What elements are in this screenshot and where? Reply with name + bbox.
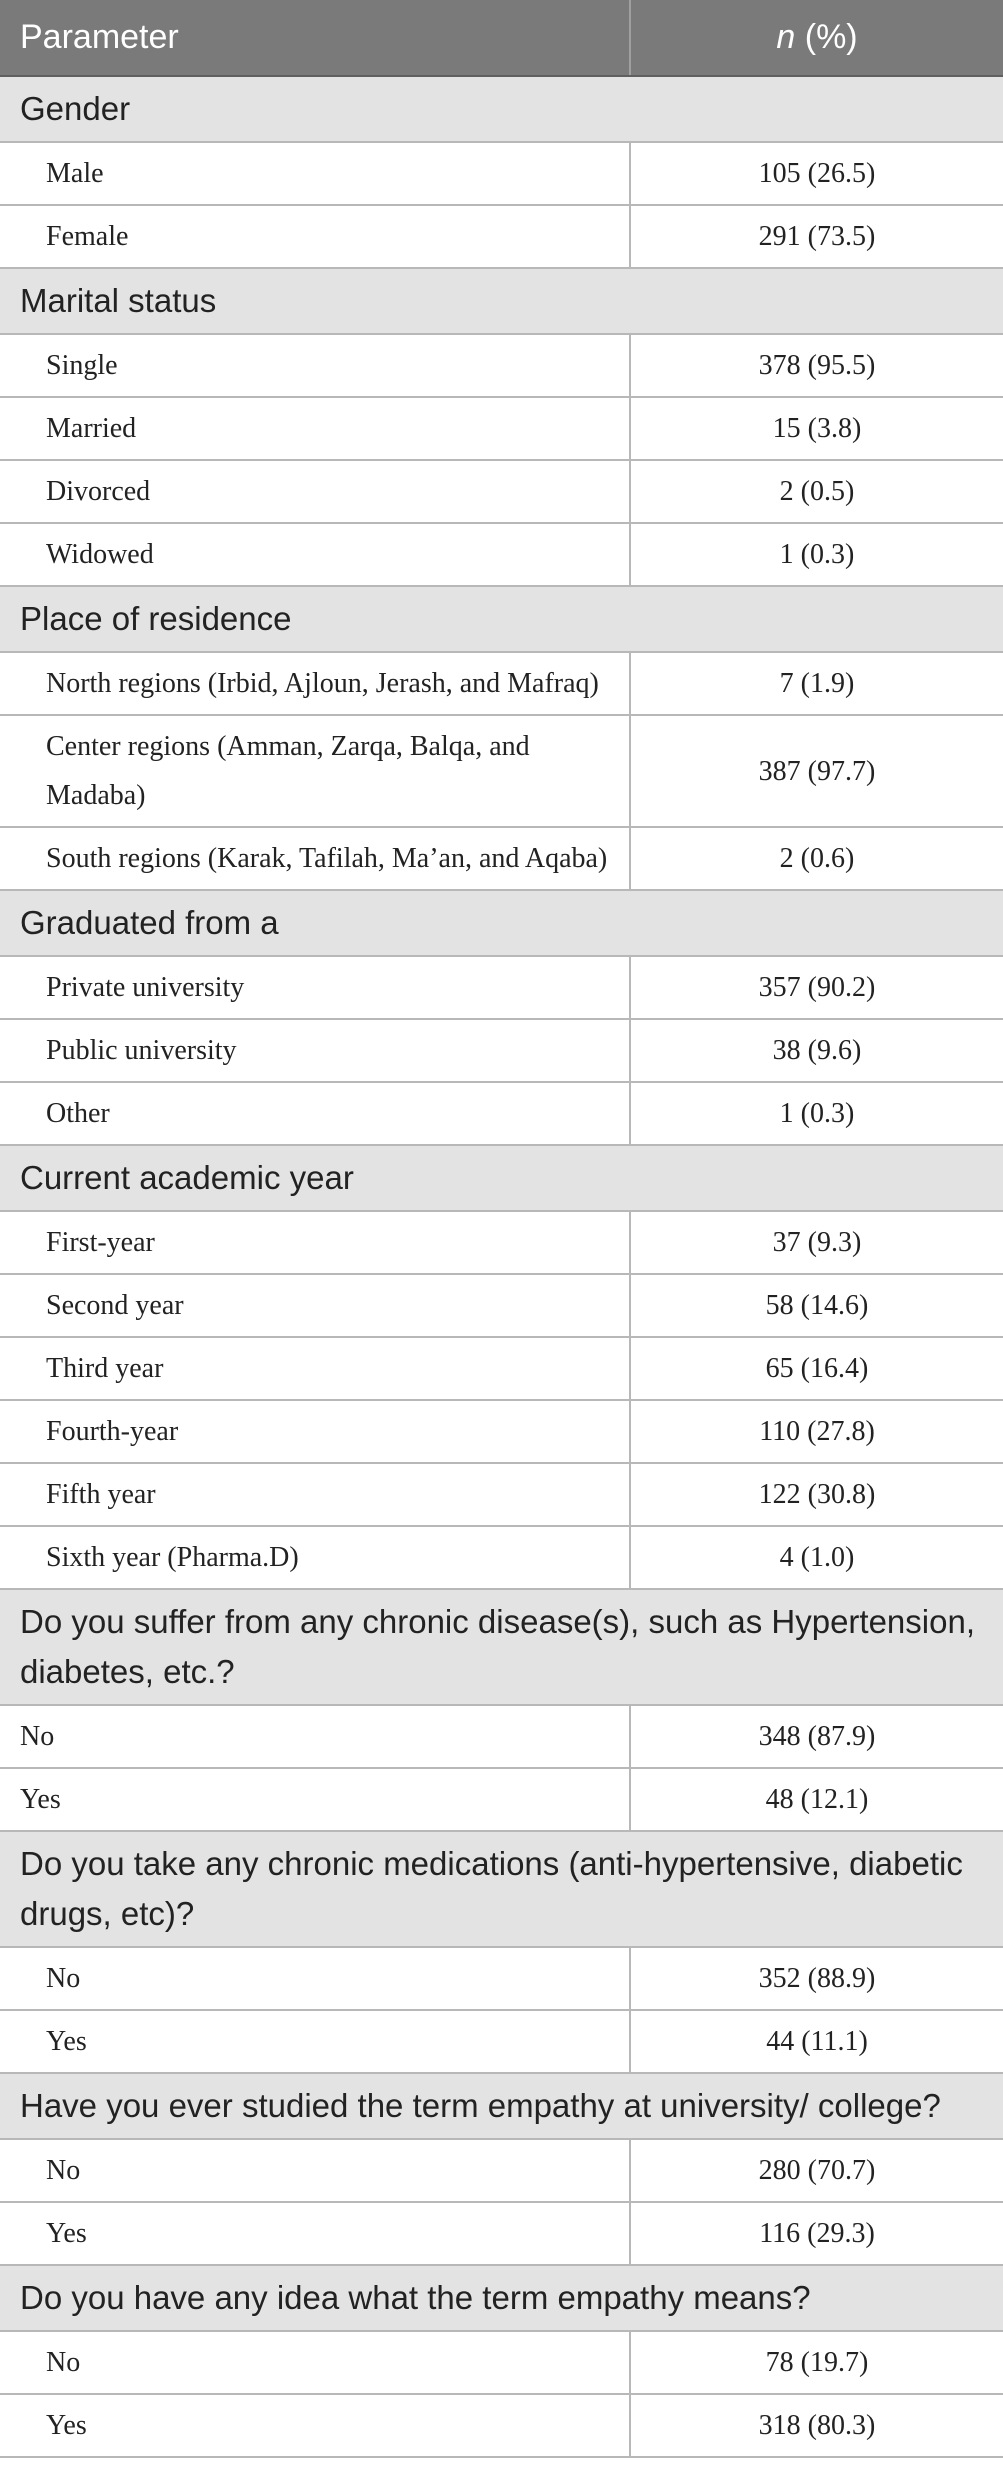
table-row bbox=[0, 1526, 1003, 1589]
percent-label: (%) bbox=[795, 18, 858, 56]
n-symbol: n bbox=[776, 18, 796, 56]
row-value: 318 (80.3) bbox=[630, 2394, 1003, 2457]
table-row bbox=[0, 827, 1003, 890]
table-row bbox=[0, 2331, 1003, 2394]
row-label: No bbox=[0, 2139, 630, 2202]
row-label: Divorced bbox=[0, 460, 630, 523]
table-row bbox=[0, 2202, 1003, 2265]
section-title: Have you ever studied the term empathy at university/ college? bbox=[0, 2073, 1003, 2139]
row-value: 1 (0.3) bbox=[630, 523, 1003, 586]
table-row bbox=[0, 1274, 1003, 1337]
table-row bbox=[0, 1705, 1003, 1768]
table-row bbox=[0, 1337, 1003, 1400]
row-value: 291 (73.5) bbox=[630, 205, 1003, 268]
row-label: Other bbox=[0, 1082, 630, 1145]
section-header-row bbox=[0, 1145, 1003, 1211]
row-value: 387 (97.7) bbox=[630, 715, 1003, 827]
row-value: 2 (0.5) bbox=[630, 460, 1003, 523]
row-value: 65 (16.4) bbox=[630, 1337, 1003, 1400]
row-label: Yes bbox=[0, 1768, 630, 1831]
section-title: Graduated from a bbox=[0, 890, 1003, 956]
table-row bbox=[0, 1768, 1003, 1831]
row-value: 2 (0.6) bbox=[630, 827, 1003, 890]
table-row bbox=[0, 2010, 1003, 2073]
table-row bbox=[0, 523, 1003, 586]
section-title: Do you take any chronic medications (anti-hypertensive, diabetic drugs, etc)? bbox=[0, 1831, 1003, 1947]
row-label: Sixth year (Pharma.D) bbox=[0, 1526, 630, 1589]
row-value: 58 (14.6) bbox=[630, 1274, 1003, 1337]
row-value: 4 (1.0) bbox=[630, 1526, 1003, 1589]
row-label: Married bbox=[0, 397, 630, 460]
section-header-row bbox=[0, 268, 1003, 334]
row-value: 122 (30.8) bbox=[630, 1463, 1003, 1526]
section-header-row bbox=[0, 2073, 1003, 2139]
section-header-row bbox=[0, 1589, 1003, 1705]
section-title: Current academic year bbox=[0, 1145, 1003, 1211]
row-label: Third year bbox=[0, 1337, 630, 1400]
row-label: Private university bbox=[0, 956, 630, 1019]
table-row bbox=[0, 142, 1003, 205]
table-row bbox=[0, 334, 1003, 397]
table-row bbox=[0, 1082, 1003, 1145]
row-value: 78 (19.7) bbox=[630, 2331, 1003, 2394]
row-value: 38 (9.6) bbox=[630, 1019, 1003, 1082]
table-row bbox=[0, 460, 1003, 523]
row-value: 44 (11.1) bbox=[630, 2010, 1003, 2073]
section-header-row bbox=[0, 76, 1003, 142]
row-label: Female bbox=[0, 205, 630, 268]
table-row bbox=[0, 2394, 1003, 2457]
row-value: 348 (87.9) bbox=[630, 1705, 1003, 1768]
row-value: 110 (27.8) bbox=[630, 1400, 1003, 1463]
row-value: 116 (29.3) bbox=[630, 2202, 1003, 2265]
row-label: Yes bbox=[0, 2202, 630, 2265]
row-value: 357 (90.2) bbox=[630, 956, 1003, 1019]
table-row bbox=[0, 1400, 1003, 1463]
row-value: 105 (26.5) bbox=[630, 142, 1003, 205]
section-title: Gender bbox=[0, 76, 1003, 142]
row-label: Yes bbox=[0, 2010, 630, 2073]
row-label: North regions (Irbid, Ajloun, Jerash, and Mafraq) bbox=[0, 652, 630, 715]
row-label: Fourth-year bbox=[0, 1400, 630, 1463]
section-header-row bbox=[0, 2265, 1003, 2331]
row-label: No bbox=[0, 1947, 630, 2010]
row-value: 37 (9.3) bbox=[630, 1211, 1003, 1274]
row-value: 7 (1.9) bbox=[630, 652, 1003, 715]
row-value: 280 (70.7) bbox=[630, 2139, 1003, 2202]
row-label: No bbox=[0, 1705, 630, 1768]
table-row bbox=[0, 715, 1003, 827]
table-row bbox=[0, 205, 1003, 268]
section-title: Do you have any idea what the term empathy means? bbox=[0, 2265, 1003, 2331]
table-row bbox=[0, 1463, 1003, 1526]
row-label: No bbox=[0, 2331, 630, 2394]
section-header-row bbox=[0, 890, 1003, 956]
row-value: 378 (95.5) bbox=[630, 334, 1003, 397]
row-value: 352 (88.9) bbox=[630, 1947, 1003, 2010]
table-row bbox=[0, 397, 1003, 460]
row-value: 15 (3.8) bbox=[630, 397, 1003, 460]
row-label: Widowed bbox=[0, 523, 630, 586]
parameter-column-header: Parameter bbox=[0, 0, 630, 76]
row-label: Center regions (Amman, Zarqa, Balqa, and Madaba) bbox=[0, 715, 630, 827]
section-title: Place of residence bbox=[0, 586, 1003, 652]
table-row bbox=[0, 956, 1003, 1019]
row-value: 48 (12.1) bbox=[630, 1768, 1003, 1831]
row-label: First-year bbox=[0, 1211, 630, 1274]
table-row bbox=[0, 1947, 1003, 2010]
row-label: South regions (Karak, Tafilah, Ma’an, and Aqaba) bbox=[0, 827, 630, 890]
row-value: 1 (0.3) bbox=[630, 1082, 1003, 1145]
row-label: Yes bbox=[0, 2394, 630, 2457]
table-row bbox=[0, 2139, 1003, 2202]
count-percent-column-header bbox=[630, 0, 1003, 76]
table-row bbox=[0, 1211, 1003, 1274]
table-row bbox=[0, 652, 1003, 715]
table-row bbox=[0, 1019, 1003, 1082]
section-header-row bbox=[0, 586, 1003, 652]
table-header-row bbox=[0, 0, 1003, 76]
row-label: Fifth year bbox=[0, 1463, 630, 1526]
section-title: Do you suffer from any chronic disease(s), such as Hypertension, diabetes, etc.? bbox=[0, 1589, 1003, 1705]
row-label: Single bbox=[0, 334, 630, 397]
section-header-row bbox=[0, 1831, 1003, 1947]
section-title: Marital status bbox=[0, 268, 1003, 334]
row-label: Male bbox=[0, 142, 630, 205]
row-label: Second year bbox=[0, 1274, 630, 1337]
row-label: Public university bbox=[0, 1019, 630, 1082]
